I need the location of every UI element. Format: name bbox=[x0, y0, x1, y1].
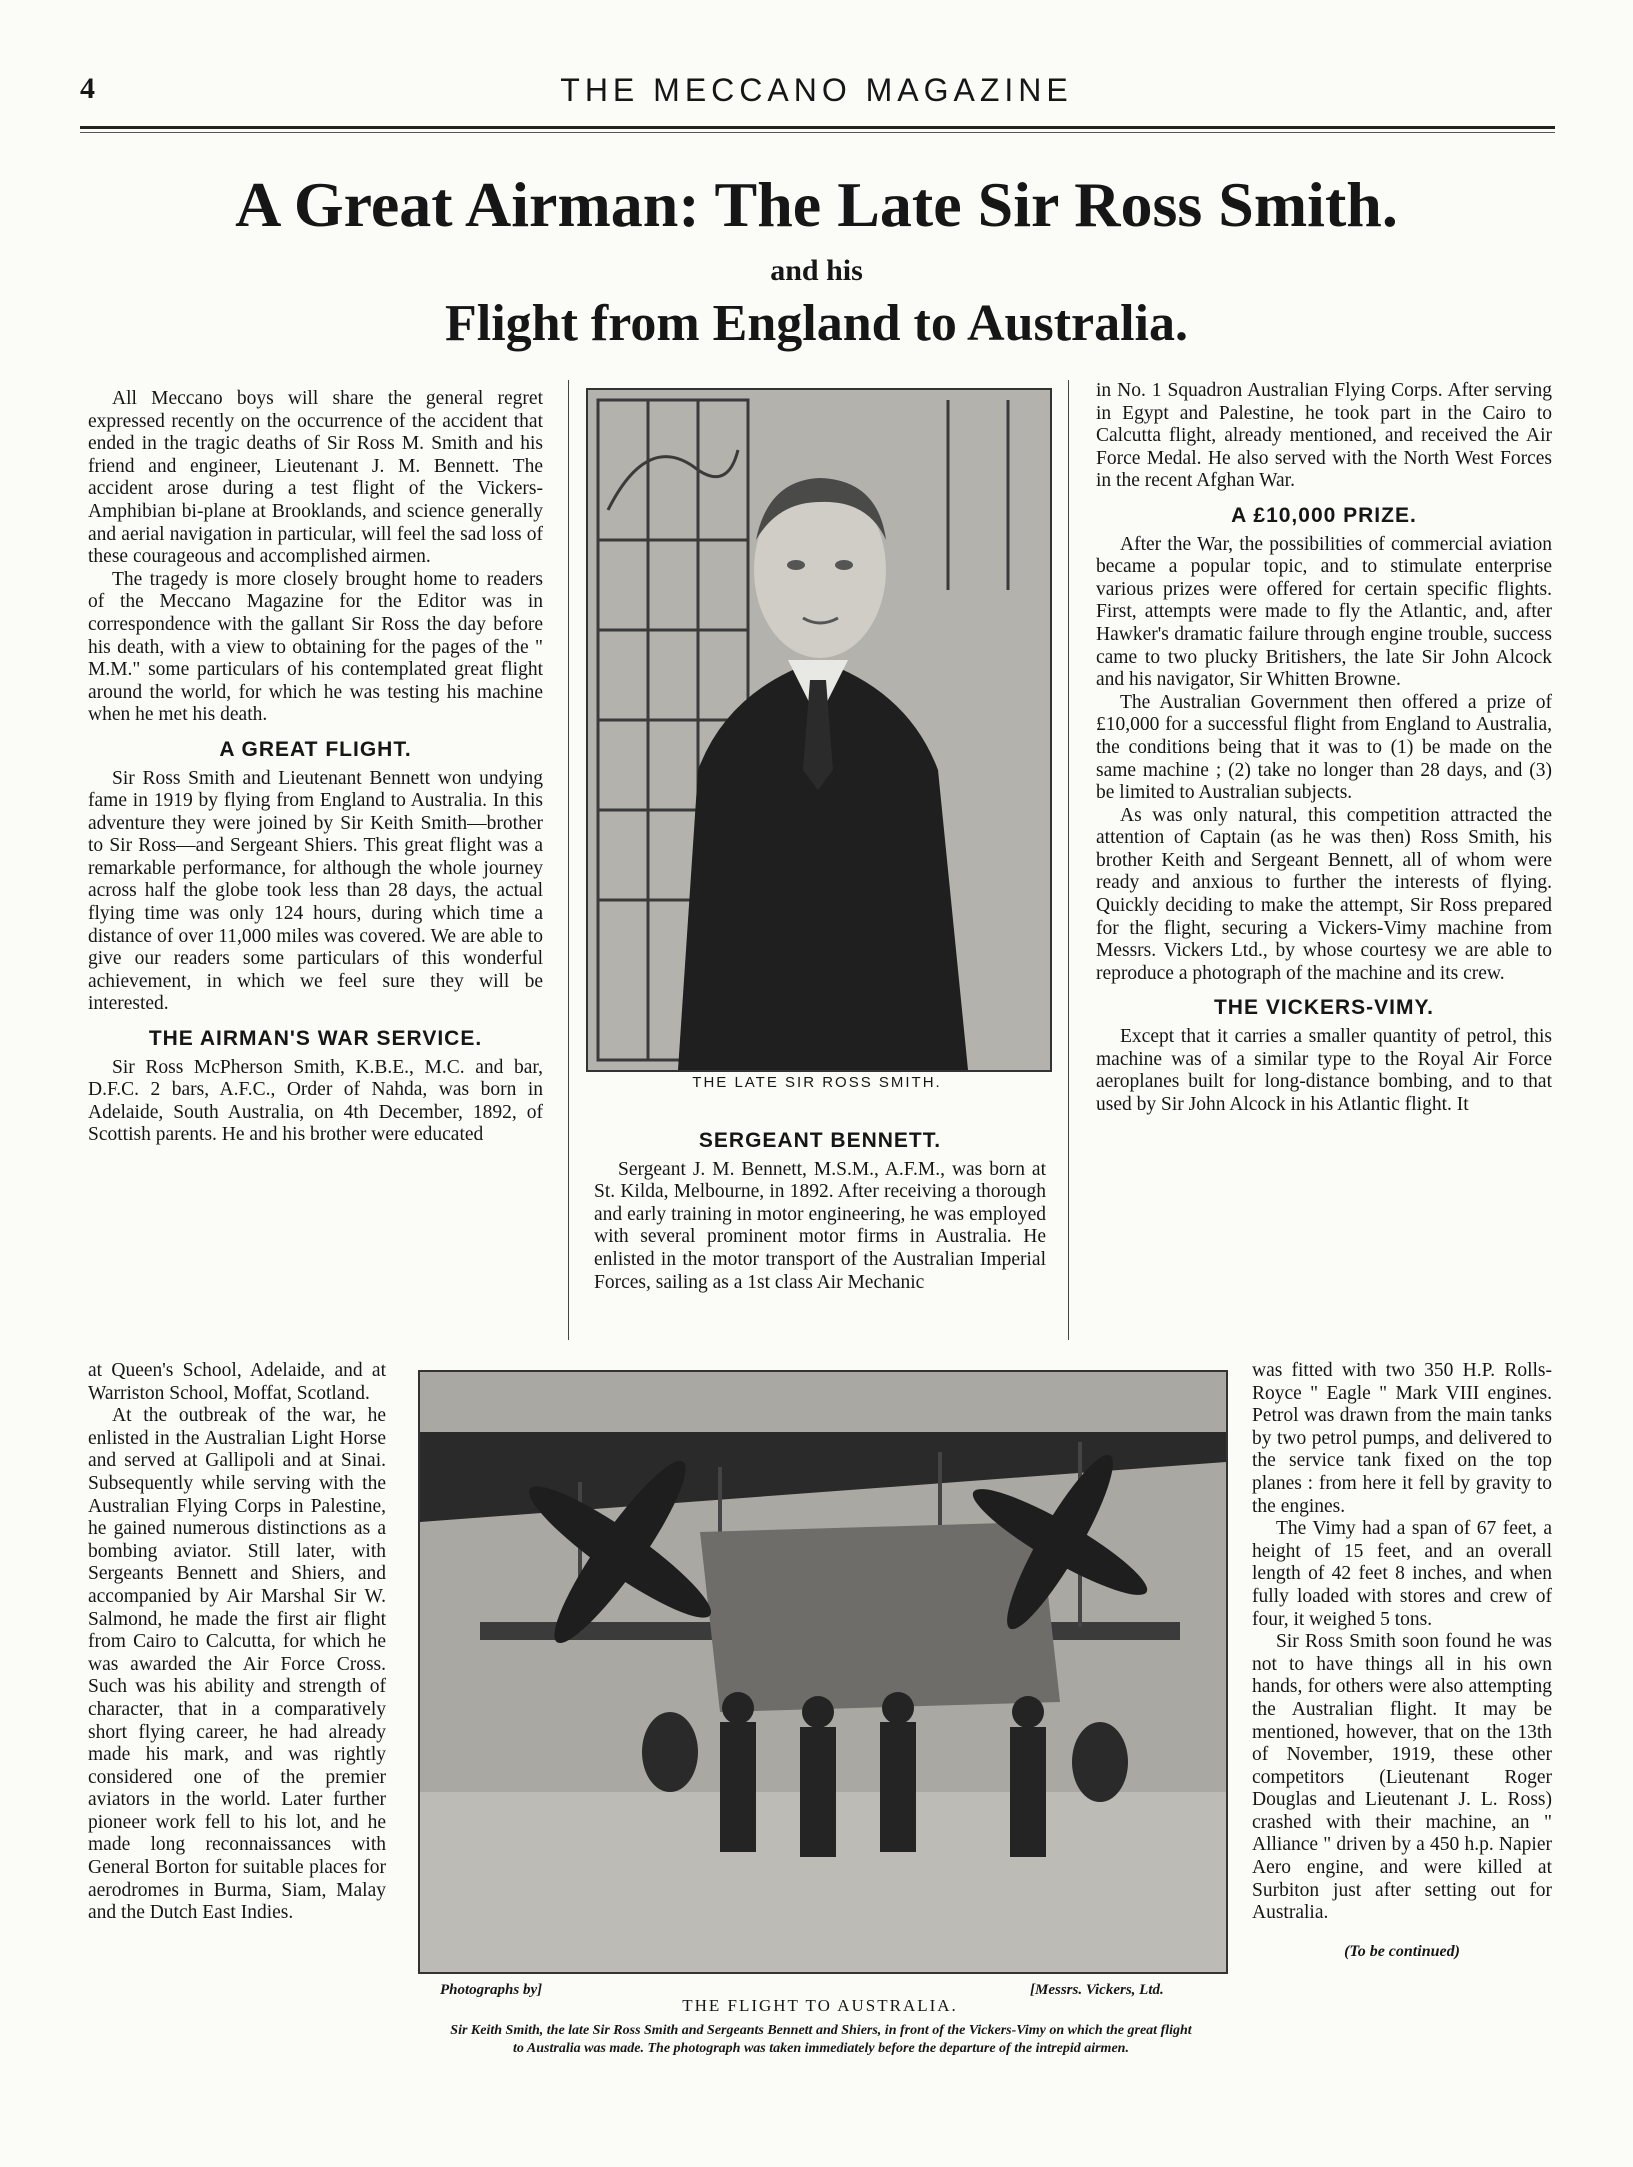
photo-credit-right: [Messrs. Vickers, Ltd. bbox=[1030, 1982, 1164, 1998]
paragraph: Sir Ross Smith and Lieutenant Bennett won undying fame in 1919 by flying from England to Australia. In this adventure they were joined by Sir Keith Smith—brother to Sir Ross—and Sergeant Shiers. This great flight was a remarkable performance, for although the whole journey across half the globe took less than 28 days, the actual flying time was only 124 hours, during which time a distance of over 11,000 miles was covered. We are able to give our readers some particulars of this wonderful achievement, in which we feel sure they will be interested. bbox=[88, 767, 543, 1015]
section-heading-great-flight: A GREAT FLIGHT. bbox=[219, 737, 412, 761]
page-number: 4 bbox=[80, 72, 95, 105]
portrait-photo bbox=[586, 388, 1052, 1072]
magazine-masthead: THE MECCANO MAGAZINE bbox=[560, 72, 1073, 108]
column-divider bbox=[1068, 380, 1069, 1340]
paragraph: The Vimy had a span of 67 feet, a height of 15 feet, and an overall length of 42 feet 8 inches, and when fully loaded with stores and crew of four, it weighed 5 tons. bbox=[1252, 1518, 1552, 1630]
paragraph: As was only natural, this competition attracted the attention of Captain (as he was then) Ross Smith, his brother Keith and Sergeant Bennett, all of whom were ready and anxious to further the interests of flying. Quickly deciding to make the attempt, Sir Ross prepared for the flight, securing a Vickers-Vimy machine from Messrs. Vickers Ltd., by whose courtesy we are able to reproduce a photograph of the machine and its crew. bbox=[1096, 804, 1552, 984]
paragraph: Sir Ross McPherson Smith, K.B.E., M.C. and bar, D.F.C. 2 bars, A.F.C., Order of Nahda, was born in Adelaide, South Australia, on 4th December, 1892, of Scottish parents. He and his brother were educated bbox=[88, 1056, 543, 1146]
paragraph: Except that it carries a smaller quantity of petrol, this machine was of a similar type to the Royal Air Force aeroplanes built for long-distance bombing, and to that used by Sir John Alcock in his Atlantic flight. It bbox=[1096, 1026, 1552, 1115]
to-be-continued: (To be continued) bbox=[1344, 1942, 1460, 1960]
column-divider bbox=[568, 380, 569, 1340]
portrait-caption: THE LATE SIR ROSS SMITH. bbox=[692, 1074, 942, 1091]
paragraph: Sir Ross Smith soon found he was not to have things all in his own hands, for others were also attempting the Australian flight. It may be mentioned, however, that on the 13th of November, 1919, these other competitors (Lieutenant Roger Douglas and Lieutenant J. L. Ross) crashed with their machine, an " Alliance " driven by a 450 h.p. Napier Aero engine, and were killed at Surbiton just after setting out for Australia. bbox=[1252, 1631, 1552, 1924]
paragraph: At the outbreak of the war, he enlisted in the Australian Light Horse and served at Gallipoli and at Sinai. Subsequently while serving with the Australian Flying Corps in Palestine, he gained numerous distinctions as a bombing aviator. Still later, with Sergeants Bennett and Shiers, and accompanied by Air Marshal Sir W. Salmond, he made the first air flight from Cairo to Calcutta, for which he was awarded the Air Force Cross. Such was his ability and strength of character, that in a comparatively short flying career, he had already made his mark, and was rightly considered one of the premier aviators in the world. Later further pioneer work fell to his lot, and he made long reconnaissances with General Borton for suitable places for aerodromes in Burma, Siam, Malay and the Dutch East Indies. bbox=[88, 1405, 386, 1924]
column-3-top bbox=[1096, 380, 1552, 1116]
section-heading-sergeant-bennett: SERGEANT BENNETT. bbox=[698, 1129, 942, 1152]
column-1-top bbox=[88, 388, 543, 1147]
article-title: A Great Airman: The Late Sir Ross Smith. bbox=[235, 169, 1398, 240]
header-rule bbox=[80, 126, 1555, 129]
plane-caption-text: Sir Keith Smith, the late Sir Ross Smith and Sergeants Bennett and Shiers, in front of the Vickers-Vimy on which the great flight to Australia was made. The photograph was taken immediately before the departure of the intrepid airmen. bbox=[450, 2023, 1192, 2056]
article-subtitle: Flight from England to Australia. bbox=[444, 295, 1188, 352]
vickers-vimy-photo bbox=[418, 1370, 1228, 1974]
paragraph: After the War, the possibilities of commercial aviation became a popular topic, and to stimulate enterprise various prizes were offered for certain specific flights. First, attempts were made to fly the Atlantic, and, after Hawker's dramatic failure through engine trouble, success came to two plucky Britishers, the late Sir John Alcock and his navigator, Sir Whitten Browne. bbox=[1096, 533, 1552, 691]
section-heading-war-service: THE AIRMAN'S WAR SERVICE. bbox=[148, 1027, 483, 1051]
paragraph: Sergeant J. M. Bennett, M.S.M., A.F.M., was born at St. Kilda, Melbourne, in 1892. After receiving a thorough and early training in motor engineering, he was employed with several prominent motor firms in Australia. He enlisted in the motor transport of the Australian Imperial Forces, sailing as a 1st class Air Mechanic bbox=[594, 1158, 1046, 1293]
paragraph: was fitted with two 350 H.P. Rolls-Royce " Eagle " Mark VIII engines. Petrol was drawn from the main tanks by two petrol pumps, and delivered to the service tank fixed on the top planes : from here it fell by gravity to the engines. bbox=[1252, 1360, 1552, 1517]
plane-caption-title: THE FLIGHT TO AUSTRALIA. bbox=[682, 1996, 958, 2015]
section-heading-vickers-vimy: THE VICKERS-VIMY. bbox=[1213, 996, 1435, 1020]
paragraph: in No. 1 Squadron Australian Flying Corps. After serving in Egypt and Palestine, he took part in the Cairo to Calcutta flight, already mentioned, and received the Air Force Medal. He also served with the North West Forces in the recent Afghan War. bbox=[1096, 380, 1552, 492]
paragraph: The Australian Government then offered a prize of £10,000 for a successful flight from England to Australia, the conditions being that it was to (1) be made on the same machine ; (2) take no longer than 28 days, and (3) be limited to Australian subjects. bbox=[1096, 691, 1552, 804]
column-3-bottom bbox=[1252, 1360, 1552, 1963]
section-heading-prize: A £10,000 PRIZE. bbox=[1231, 503, 1417, 527]
paragraph: The tragedy is more closely brought home to readers of the Meccano Magazine for the Editor was in correspondence with the gallant Sir Ross the day before his death, with a view to obtaining for the pages of the " M.M." some particulars of his contemplated great flight around the world, for which he was testing his machine when he met his death. bbox=[88, 568, 543, 726]
column-2 bbox=[594, 1118, 1046, 1294]
paragraph: All Meccano boys will share the general regret expressed recently on the occurrence of the accident that ended in the tragic deaths of Sir Ross M. Smith and his friend and engineer, Lieutenant J. M. Bennett. The accident arose during a test flight of the Vickers-Amphibian bi-plane at Brooklands, and science generally and aerial navigation in particular, will feel the sad loss of these courageous and accomplished airmen. bbox=[88, 388, 543, 568]
header-rule-thin bbox=[80, 132, 1555, 133]
vickers-vimy-illustration bbox=[420, 1372, 1226, 1972]
article-and-his: and his bbox=[770, 254, 863, 287]
photo-credit-left: Photographs by] bbox=[440, 1982, 543, 1998]
portrait-illustration bbox=[588, 390, 1050, 1070]
paragraph: at Queen's School, Adelaide, and at Warriston School, Moffat, Scotland. bbox=[88, 1360, 386, 1404]
column-1-bottom bbox=[88, 1360, 386, 1925]
